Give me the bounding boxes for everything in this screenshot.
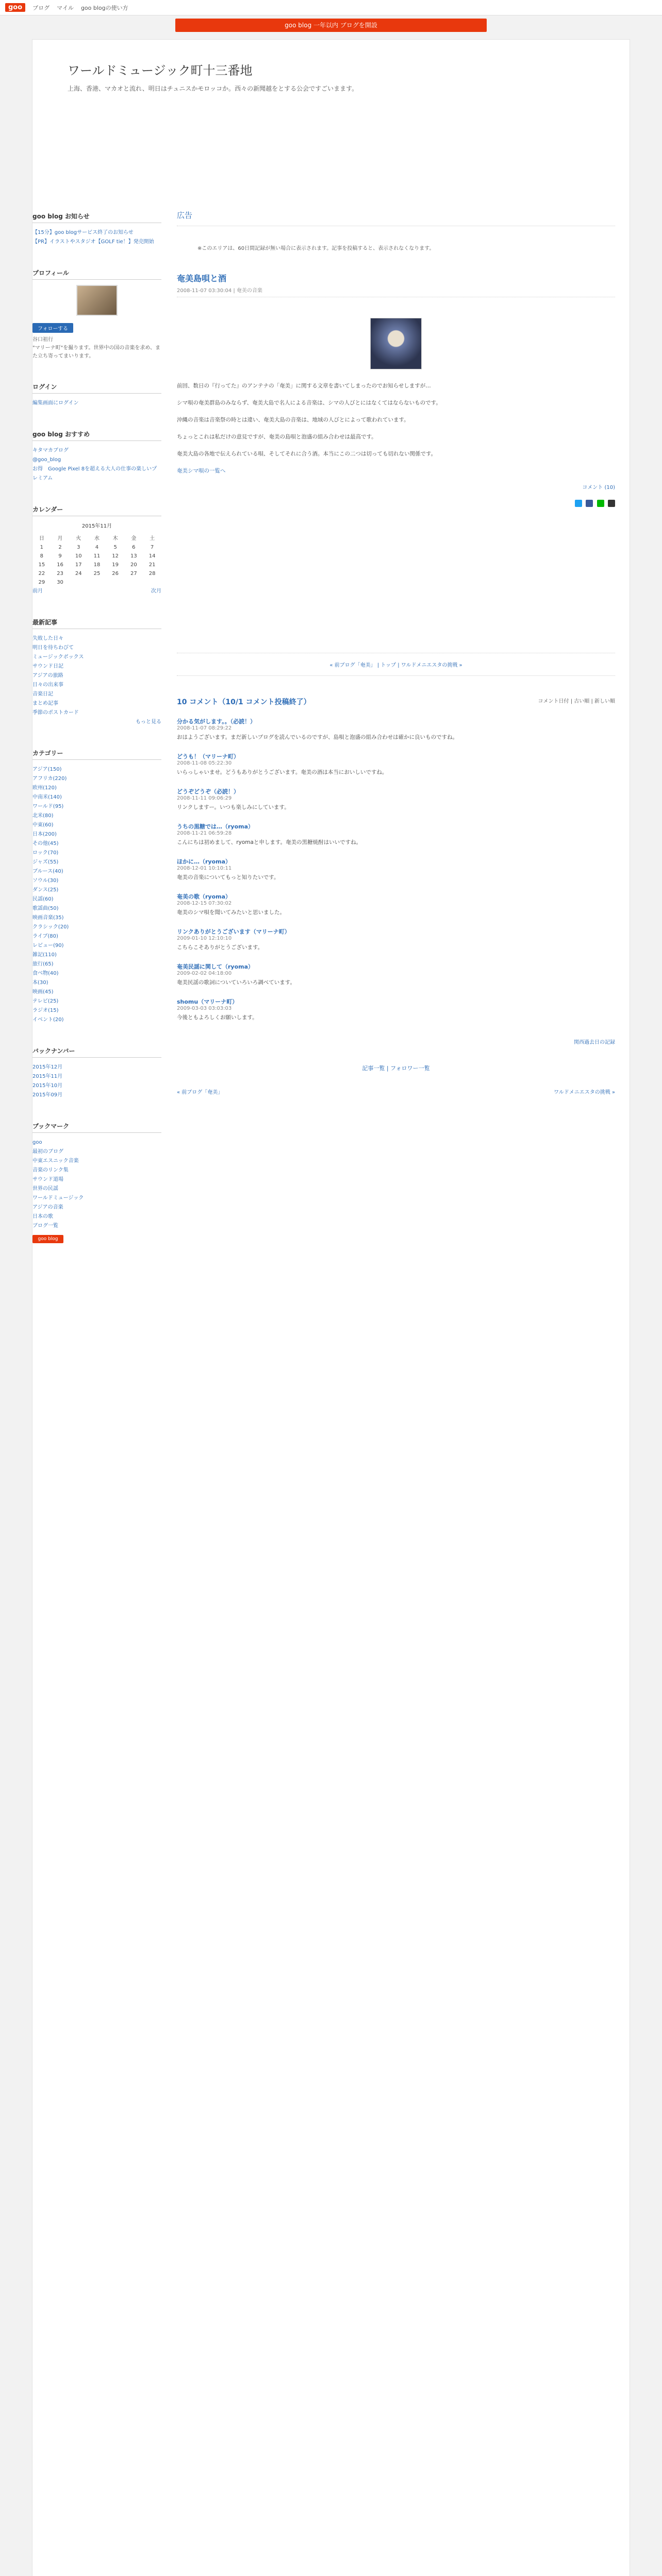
category-item[interactable]: 映画音楽(35) — [32, 915, 64, 921]
cal-date[interactable] — [69, 578, 88, 587]
recent-item[interactable]: 日々の出来事 — [32, 682, 63, 688]
bookmark-heading: ブックマーク — [32, 1120, 161, 1133]
recommend-heading: goo blog おすすめ — [32, 428, 161, 441]
cal-day-label: 木 — [112, 536, 118, 541]
cal-date[interactable]: 10 — [75, 553, 82, 559]
cal-date[interactable]: 24 — [75, 571, 82, 577]
main-content — [177, 210, 615, 1095]
comment-item — [177, 787, 615, 812]
recent-section — [32, 616, 161, 727]
cal-date[interactable]: 19 — [112, 562, 119, 568]
cal-date[interactable]: 14 — [148, 553, 156, 559]
cal-date[interactable]: 11 — [93, 553, 101, 559]
cal-date[interactable] — [125, 578, 143, 587]
promo-banner[interactable]: goo blog 一年以内 ブログを開設 — [175, 19, 487, 32]
cal-date[interactable] — [88, 578, 106, 587]
entry-comments-link[interactable]: コメント (10) — [582, 485, 615, 490]
category-item[interactable]: 中南米(140) — [32, 794, 62, 800]
cal-date[interactable]: 4 — [95, 545, 99, 550]
comment-text: こんにちは初めまして、ryomaと申します。奄美の黒糖焼酎はいいですね。 — [177, 839, 362, 845]
cal-date[interactable]: 15 — [38, 562, 45, 568]
cal-date[interactable]: 22 — [38, 571, 45, 577]
cal-date[interactable]: 28 — [148, 571, 156, 577]
entry-body — [177, 382, 615, 474]
bookmark-item[interactable]: アジアの音楽 — [32, 1205, 63, 1210]
profile-bio: "マリーナ町"を撮ります。世界中の国の音楽を求め、また立ち寄ってまいります。 — [32, 345, 160, 359]
cal-date[interactable]: 29 — [38, 580, 45, 585]
category-item[interactable]: その他(45) — [32, 841, 59, 846]
bookmark-section — [32, 1120, 161, 1243]
entry-paragraph: シマ唄の奄美群島のみならず、奄美大島で名人による音楽は、シマの人びとにはなくてはならないものです。 — [177, 400, 441, 406]
category-item[interactable]: 旅行(65) — [32, 961, 54, 967]
comment-title[interactable]: うちの黒糖では…（ryoma） — [177, 823, 254, 830]
entry-meta: 2008-11-07 03:30:04 | 奄美の音楽 — [177, 286, 615, 297]
blog-description: 上海、香港、マカオと流れ、明日はチュニスかモロッコか。西々の新聞越をとする公会ですごいまます。 — [68, 85, 358, 92]
profile-section — [32, 266, 161, 361]
comment-text: リンクしますー。いつも楽しみにしています。 — [177, 804, 290, 810]
category-item[interactable]: 日本(200) — [32, 832, 57, 837]
comments-sort[interactable]: コメント日付 | 古い順 | 新しい順 — [538, 699, 615, 704]
comment-title[interactable]: ほかに…（ryoma） — [177, 858, 231, 865]
recent-item[interactable]: アジアの旅路 — [32, 673, 63, 679]
calendar-heading: カレンダー — [32, 503, 161, 516]
cal-date[interactable]: 16 — [57, 562, 63, 568]
bottom-nav — [177, 1088, 615, 1095]
category-item[interactable]: テレビ(25) — [32, 998, 59, 1004]
entry-paragraph: 前回、数日の『行ってた』のアンテナの「奄美」に関する文章を書いてしまったのでお知らせしますが… — [177, 383, 431, 389]
notice-item[interactable]: 【15分】goo blogサービス終了のお知らせ — [32, 230, 134, 235]
comment-item — [177, 857, 615, 882]
archive-link[interactable]: 関西過去日の記録 — [574, 1040, 615, 1045]
category-item[interactable]: アフリカ(220) — [32, 776, 67, 782]
facebook-icon[interactable] — [586, 500, 593, 507]
bookmark-item[interactable]: 音楽のリンク集 — [32, 1167, 69, 1173]
backnumber-item[interactable]: 2015年09月 — [32, 1092, 63, 1098]
comment-title[interactable]: shomu（マリーナ町） — [177, 998, 238, 1005]
entry-paragraph: 沖縄の音楽は音楽祭の時とは違い、奄美大島の音楽は、地域の人びとによって歌われています。 — [177, 417, 409, 423]
bookmark-item[interactable]: ブログ一覧 — [32, 1223, 58, 1229]
recent-item[interactable]: 音楽日記 — [32, 691, 53, 697]
bookmark-icon[interactable] — [608, 500, 615, 507]
cal-date[interactable]: 18 — [93, 562, 101, 568]
bookmark-item[interactable]: 世界の民謡 — [32, 1186, 58, 1192]
goo-logo[interactable]: goo — [5, 3, 25, 12]
comment-item — [177, 717, 615, 742]
category-item[interactable]: アジア(150) — [32, 767, 62, 772]
recent-item[interactable]: 失敗した日々 — [32, 636, 63, 641]
comment-text: 奄美民謡の歌詞についていろいろ調べています。 — [177, 979, 295, 986]
backnumber-section — [32, 1044, 161, 1100]
ad-heading: 広告 — [177, 210, 615, 226]
cal-date[interactable]: 13 — [130, 553, 137, 559]
entry-paragraph: ちょっとこれは私だけの意見ですが、奄美の島唄と泡盛の組み合わせは最高です。 — [177, 434, 377, 440]
category-item[interactable]: 民謡(60) — [32, 896, 54, 902]
cal-day-label: 日 — [39, 536, 44, 541]
cal-date[interactable]: 2 — [58, 545, 62, 550]
profile-heading: プロフィール — [32, 266, 161, 280]
trackback-links[interactable]: 記事一覧 | フォロワー一覧 — [362, 1065, 430, 1072]
comment-item — [177, 927, 615, 952]
login-section — [32, 380, 161, 408]
comment-meta: 2009-03-03 03:03:03 — [177, 1006, 232, 1011]
topbar-link-mile[interactable]: マイル — [57, 4, 74, 11]
top-bar — [0, 0, 662, 15]
backnumber-heading: バックナンバー — [32, 1044, 161, 1058]
comment-title[interactable]: どうも！（マリーナ町） — [177, 753, 239, 760]
bottom-next-link[interactable]: ワルドメニエスタの挑戦 » — [554, 1090, 615, 1095]
backnumber-item[interactable]: 2015年11月 — [32, 1074, 63, 1079]
blog-title[interactable]: ワールドミュージック町十三番地 — [68, 63, 253, 78]
bookmark-item[interactable]: ワールドミュージック — [32, 1195, 84, 1201]
cal-date[interactable]: 20 — [130, 562, 137, 568]
bookmark-item[interactable]: 最初のブログ — [32, 1149, 63, 1155]
login-link[interactable]: 編集画面にログイン — [32, 400, 79, 406]
comment-meta: 2008-11-08 05:22:30 — [177, 760, 232, 766]
comment-item — [177, 892, 615, 917]
category-item[interactable]: ライブ(80) — [32, 934, 58, 939]
cal-date[interactable]: 6 — [132, 545, 136, 550]
comment-title[interactable]: 分かる気がします。。（必読！） — [177, 718, 256, 725]
category-item[interactable]: ダンス(25) — [32, 887, 59, 893]
entry-paragraph: 奄美大島の各地で伝えられている唄、そしてそれに合う酒。本当にこの二つは切っても切れない関係です。 — [177, 451, 437, 457]
recommend-section — [32, 428, 161, 483]
cal-date[interactable]: 9 — [58, 553, 62, 559]
cal-date[interactable]: 17 — [75, 562, 82, 568]
comment-item — [177, 962, 615, 987]
cal-date[interactable]: 30 — [57, 580, 63, 585]
category-item[interactable]: ラジオ(15) — [32, 1008, 59, 1013]
cal-date[interactable]: 21 — [148, 562, 156, 568]
comment-meta: 2009-02-02 04:18:00 — [177, 971, 232, 976]
calendar-prev-link[interactable]: 前月 — [32, 588, 43, 594]
category-item[interactable]: 歌謡曲(50) — [32, 906, 59, 911]
recent-heading: 最新記事 — [32, 616, 161, 629]
comment-text: 今後ともよろしくお願いします。 — [177, 1014, 258, 1021]
cal-date[interactable]: 12 — [112, 553, 119, 559]
comment-item — [177, 752, 615, 777]
login-heading: ログイン — [32, 380, 161, 394]
follow-button[interactable]: フォローする — [32, 323, 73, 333]
backnumber-item[interactable]: 2015年12月 — [32, 1064, 63, 1070]
category-item[interactable]: ブルース(40) — [32, 869, 63, 874]
cal-day-label: 土 — [150, 536, 155, 541]
avatar[interactable] — [76, 285, 118, 316]
twitter-icon[interactable] — [575, 500, 582, 507]
ad-note: ※このエリアは、60日間記録が無い場合に表示されます。記事を投稿すると、表示されなくなります。 — [197, 246, 435, 251]
backnumber-item[interactable]: 2015年10月 — [32, 1083, 63, 1089]
comments-title: 10 コメント（10/1 コメント投稿終了） — [177, 698, 311, 706]
bookmark-item[interactable]: サウンド道場 — [32, 1177, 63, 1182]
goo-blog-badge[interactable]: goo blog — [32, 1235, 63, 1243]
comment-meta: 2009-01-10 12:10:10 — [177, 936, 232, 941]
recommend-item[interactable]: @goo_blog — [32, 457, 61, 463]
category-section — [32, 747, 161, 1025]
prev-next-nav[interactable]: « 前ブログ「奄美」 | トップ | ワルドメニエスタの挑戦 » — [177, 653, 615, 676]
entry-photo[interactable] — [370, 318, 422, 369]
comment-meta: 2008-11-07 08:29:22 — [177, 725, 232, 731]
calendar-section — [32, 503, 161, 596]
entry-title[interactable]: 奄美島唄と酒 — [177, 274, 227, 283]
category-heading: カテゴリー — [32, 747, 161, 760]
calendar-table — [32, 532, 161, 587]
category-item[interactable]: ロック(70) — [32, 850, 59, 856]
comment-meta: 2008-11-21 06:59:28 — [177, 831, 232, 836]
cal-date[interactable]: 23 — [57, 571, 63, 577]
recent-item[interactable]: ミュージックボックス — [32, 654, 84, 660]
category-item[interactable]: ソウル(30) — [32, 878, 59, 884]
category-item[interactable]: 中東(60) — [32, 822, 54, 828]
entry-link[interactable]: 奄美シマ唄の一覧へ — [177, 468, 226, 474]
notice-section — [32, 210, 161, 247]
category-item[interactable]: イベント(20) — [32, 1017, 64, 1023]
category-item[interactable]: 本(30) — [32, 980, 48, 986]
comment-meta: 2008-11-11 09:06:29 — [177, 795, 232, 801]
bottom-prev-link[interactable]: « 前ブログ「奄美」 — [177, 1090, 223, 1095]
recent-more-link[interactable]: もっと見る — [136, 719, 161, 725]
comment-title[interactable]: 奄美民謡に関して（ryoma） — [177, 963, 254, 970]
category-item[interactable]: レビュー(90) — [32, 943, 64, 948]
comment-text: いらっしゃいませ。どうもありがとうございます。奄美の酒は本当においしいですね。 — [177, 769, 388, 775]
calendar-month: 2015年11月 — [81, 523, 112, 529]
comments-heading — [177, 697, 615, 707]
comment-item — [177, 997, 615, 1022]
comment-text: 奄美のシマ唄を聞いてみたいと思いました。 — [177, 909, 285, 916]
category-item[interactable]: ワールド(95) — [32, 804, 64, 809]
recent-item[interactable]: 明日を待ちわびて — [32, 645, 74, 651]
cal-date[interactable] — [143, 578, 161, 587]
cal-day-label: 金 — [131, 536, 137, 541]
cal-date[interactable]: 7 — [150, 545, 154, 550]
comment-title[interactable]: どうぞどうぞ（必読！） — [177, 788, 239, 795]
category-item[interactable]: 映画(45) — [32, 989, 54, 995]
cal-date[interactable]: 27 — [130, 571, 137, 577]
comment-title[interactable]: 奄美の歌（ryoma） — [177, 893, 231, 900]
category-item[interactable]: 食べ物(40) — [32, 971, 59, 976]
share-buttons — [177, 500, 615, 509]
category-item[interactable]: クラシック(20) — [32, 924, 69, 930]
profile-name: 谷口祖行 — [32, 337, 53, 343]
cal-day-label: 月 — [57, 536, 63, 541]
category-item[interactable]: 北米(80) — [32, 813, 54, 819]
sidebar — [32, 210, 161, 1263]
topbar-link-howto[interactable]: goo blogの使い方 — [80, 4, 128, 11]
category-item[interactable]: ジャズ(55) — [32, 859, 59, 865]
recent-item[interactable]: 季節のポストカード — [32, 710, 79, 716]
cal-date[interactable]: 25 — [93, 571, 101, 577]
topbar-link-blog[interactable]: ブログ — [32, 4, 50, 11]
recent-item[interactable]: サウンド日記 — [32, 664, 63, 669]
page-container — [32, 39, 630, 2576]
cal-date[interactable] — [106, 578, 125, 587]
category-item[interactable]: 雑記(110) — [32, 952, 57, 958]
cal-date[interactable]: 8 — [40, 553, 44, 559]
calendar-next-link[interactable]: 次月 — [151, 588, 161, 594]
cal-date[interactable]: 3 — [77, 545, 80, 550]
bookmark-item[interactable]: 日本の歌 — [32, 1214, 53, 1219]
cal-date[interactable]: 26 — [112, 571, 119, 577]
cal-day-label: 水 — [94, 536, 100, 541]
comment-text: 奄美の音楽についてもっと知りたいです。 — [177, 874, 279, 880]
notice-item[interactable]: 【PR】イラストやスタジオ【GOLF tie！】発売開始 — [32, 239, 154, 245]
cal-date[interactable]: 1 — [40, 545, 44, 550]
comment-text: おはようございます。まだ新しいブログを読んでいるのですが、島唄と泡盛の組み合わせは確かに良いものですね。 — [177, 734, 458, 740]
calendar-nav — [32, 587, 161, 596]
cal-day-label: 火 — [76, 536, 81, 541]
comment-meta: 2008-12-15 07:30:02 — [177, 901, 232, 906]
comment-title[interactable]: リンクありがとうございます（マリーナ町） — [177, 928, 290, 935]
bookmark-item[interactable]: goo — [32, 1140, 42, 1145]
comment-item — [177, 822, 615, 847]
category-item[interactable]: 欧州(120) — [32, 785, 57, 791]
comment-meta: 2008-12-01 10:10:11 — [177, 866, 232, 871]
recommend-item[interactable]: キタマカブログ — [32, 448, 69, 453]
recommend-item[interactable]: お得 Google Pixel 8を超える大人の仕事の楽しいプレミアム — [32, 466, 157, 481]
bookmark-item[interactable]: 中東エスニック音楽 — [32, 1158, 79, 1164]
comment-text: こちらこそありがとうございます。 — [177, 944, 263, 951]
recent-item[interactable]: まとめ記事 — [32, 701, 58, 706]
cal-date[interactable]: 5 — [113, 545, 117, 550]
notice-heading: goo blog お知らせ — [32, 210, 161, 223]
line-icon[interactable] — [597, 500, 604, 507]
